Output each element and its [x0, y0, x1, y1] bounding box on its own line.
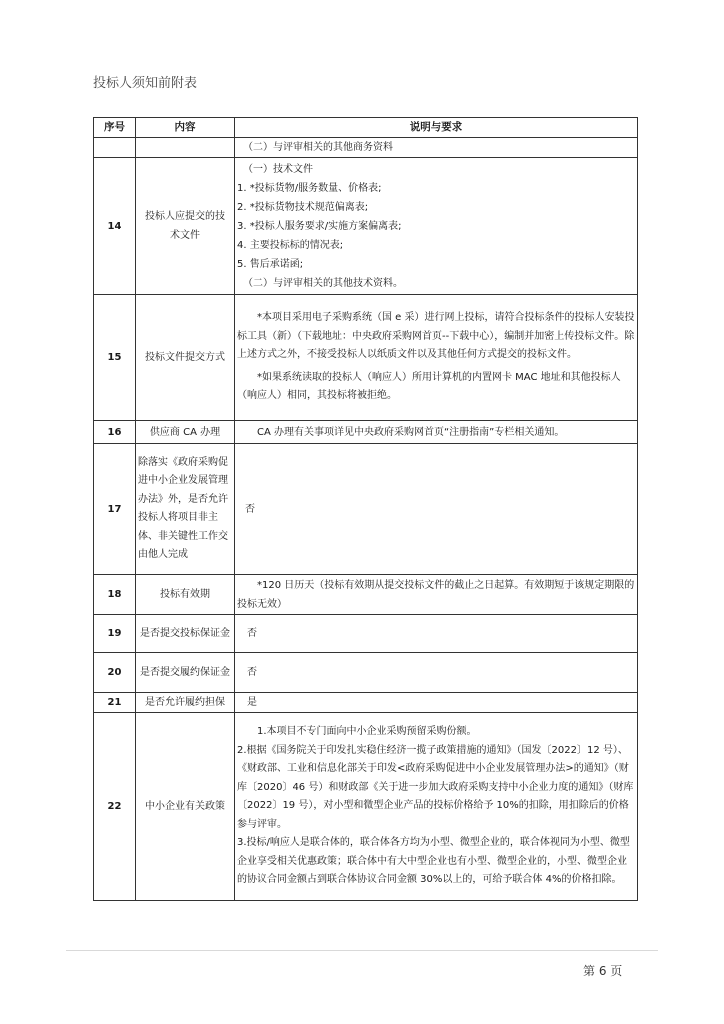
row-content: 是否提交履约保证金	[136, 653, 235, 693]
desc-line: 2. *投标货物技术规范偏离表;	[237, 201, 369, 213]
row-num: 14	[94, 158, 136, 295]
row-desc	[235, 295, 638, 421]
desc-paragraph: *如果系统读取的投标人（响应人）所用计算机的内置网卡 MAC 地址和其他投标人（响应人）相同，其投标将被拒绝。	[237, 371, 621, 402]
row-num: 18	[94, 575, 136, 615]
desc-line: 4. 主要投标标的情况表;	[237, 239, 344, 251]
document-title: 投标人须知前附表	[93, 76, 198, 91]
desc-line: （一）技术文件	[243, 163, 313, 175]
table-row	[94, 653, 638, 693]
header-content: 内容	[136, 118, 235, 138]
desc-paragraph: 3.投标/响应人是联合体的，联合体各方均为小型、微型企业的，联合体视同为小型、微型企业享受相关优惠政策；联合体中有大中型企业也有小型、微型企业的，小型、微型企业的协议合同金额占到联合体协议合同金额 30%以上的，可给予联合体 4%的价格扣除。	[237, 837, 630, 886]
table-row-carryover	[94, 138, 638, 158]
row-desc: 否	[235, 444, 638, 575]
row-desc: 否	[235, 653, 638, 693]
header-desc: 说明与要求	[235, 118, 638, 138]
desc-paragraph: 1.本项目不专门面向中小企业采购预留采购份额。	[257, 726, 477, 738]
row-num: 22	[94, 713, 136, 901]
desc-paragraph: 2.根据《国务院关于印发扎实稳住经济一揽子政策措施的通知》（国发〔2022〕12 号）、《财政部、工业和信息化部关于印发<政府采购促进中小企业发展管理办法>的通知》（财库〔2020〕46 号）和财政部《关于进一步加大政府采购支持中小企业力度的通知》（财库〔2022〕19 号），对小型和微型企业产品的投标价格给予 10%的扣除，用扣除后的价格参与评审。	[237, 744, 634, 830]
table-row	[94, 421, 638, 444]
table-row	[94, 713, 638, 901]
row-desc: *120 日历天（投标有效期从提交投标文件的截止之日起算。有效期短于该规定期限的投标无效）	[235, 575, 638, 615]
table-header-row	[94, 118, 638, 138]
row-num: 15	[94, 295, 136, 421]
header-num: 序号	[94, 118, 136, 138]
footer-divider	[66, 950, 658, 951]
row-desc: 否	[235, 615, 638, 653]
carryover-num	[94, 138, 136, 158]
desc-line: （二）与评审相关的其他技术资料。	[243, 277, 403, 289]
desc-line: 3. *投标人服务要求/实施方案偏离表;	[237, 220, 402, 232]
table-row	[94, 295, 638, 421]
carryover-content	[136, 138, 235, 158]
row-content: 是否允许履约担保	[136, 693, 235, 713]
desc-line: 5. 售后承诺函;	[237, 258, 304, 270]
row-content: 投标有效期	[136, 575, 235, 615]
table-row	[94, 615, 638, 653]
row-num: 16	[94, 421, 136, 444]
row-num: 21	[94, 693, 136, 713]
row-num: 19	[94, 615, 136, 653]
requirements-table	[93, 117, 638, 901]
page-number: 第 6 页	[583, 964, 623, 978]
table-row	[94, 444, 638, 575]
row-content: 投标人应提交的技术文件	[136, 158, 235, 295]
desc-paragraph: *本项目采用电子采购系统（国 e 采）进行网上投标，请符合投标条件的投标人安装投标工具（新）（下载地址：中央政府采购网首页--下载中心），编制并加密上传投标文件。除上述方式之外，不接受投标人以纸质文件以及其他任何方式提交的投标文件。	[237, 312, 635, 361]
desc-line: 1. *投标货物/服务数量、价格表;	[237, 182, 382, 194]
table-row	[94, 158, 638, 295]
row-desc	[235, 158, 638, 295]
row-desc	[235, 713, 638, 901]
table-row	[94, 693, 638, 713]
row-content: 除落实《政府采购促进中小企业发展管理办法》外，是否允许投标人将项目非主体、非关键性工作交由他人完成	[136, 444, 235, 575]
row-desc: 是	[235, 693, 638, 713]
row-num: 20	[94, 653, 136, 693]
table-row	[94, 575, 638, 615]
row-content: 投标文件提交方式	[136, 295, 235, 421]
row-num: 17	[94, 444, 136, 575]
row-content: 是否提交投标保证金	[136, 615, 235, 653]
carryover-desc: （二）与评审相关的其他商务资料	[235, 138, 638, 158]
row-content: 供应商 CA 办理	[136, 421, 235, 444]
row-content: 中小企业有关政策	[136, 713, 235, 901]
row-desc: CA 办理有关事项详见中央政府采购网首页“注册指南”专栏相关通知。	[235, 421, 638, 444]
